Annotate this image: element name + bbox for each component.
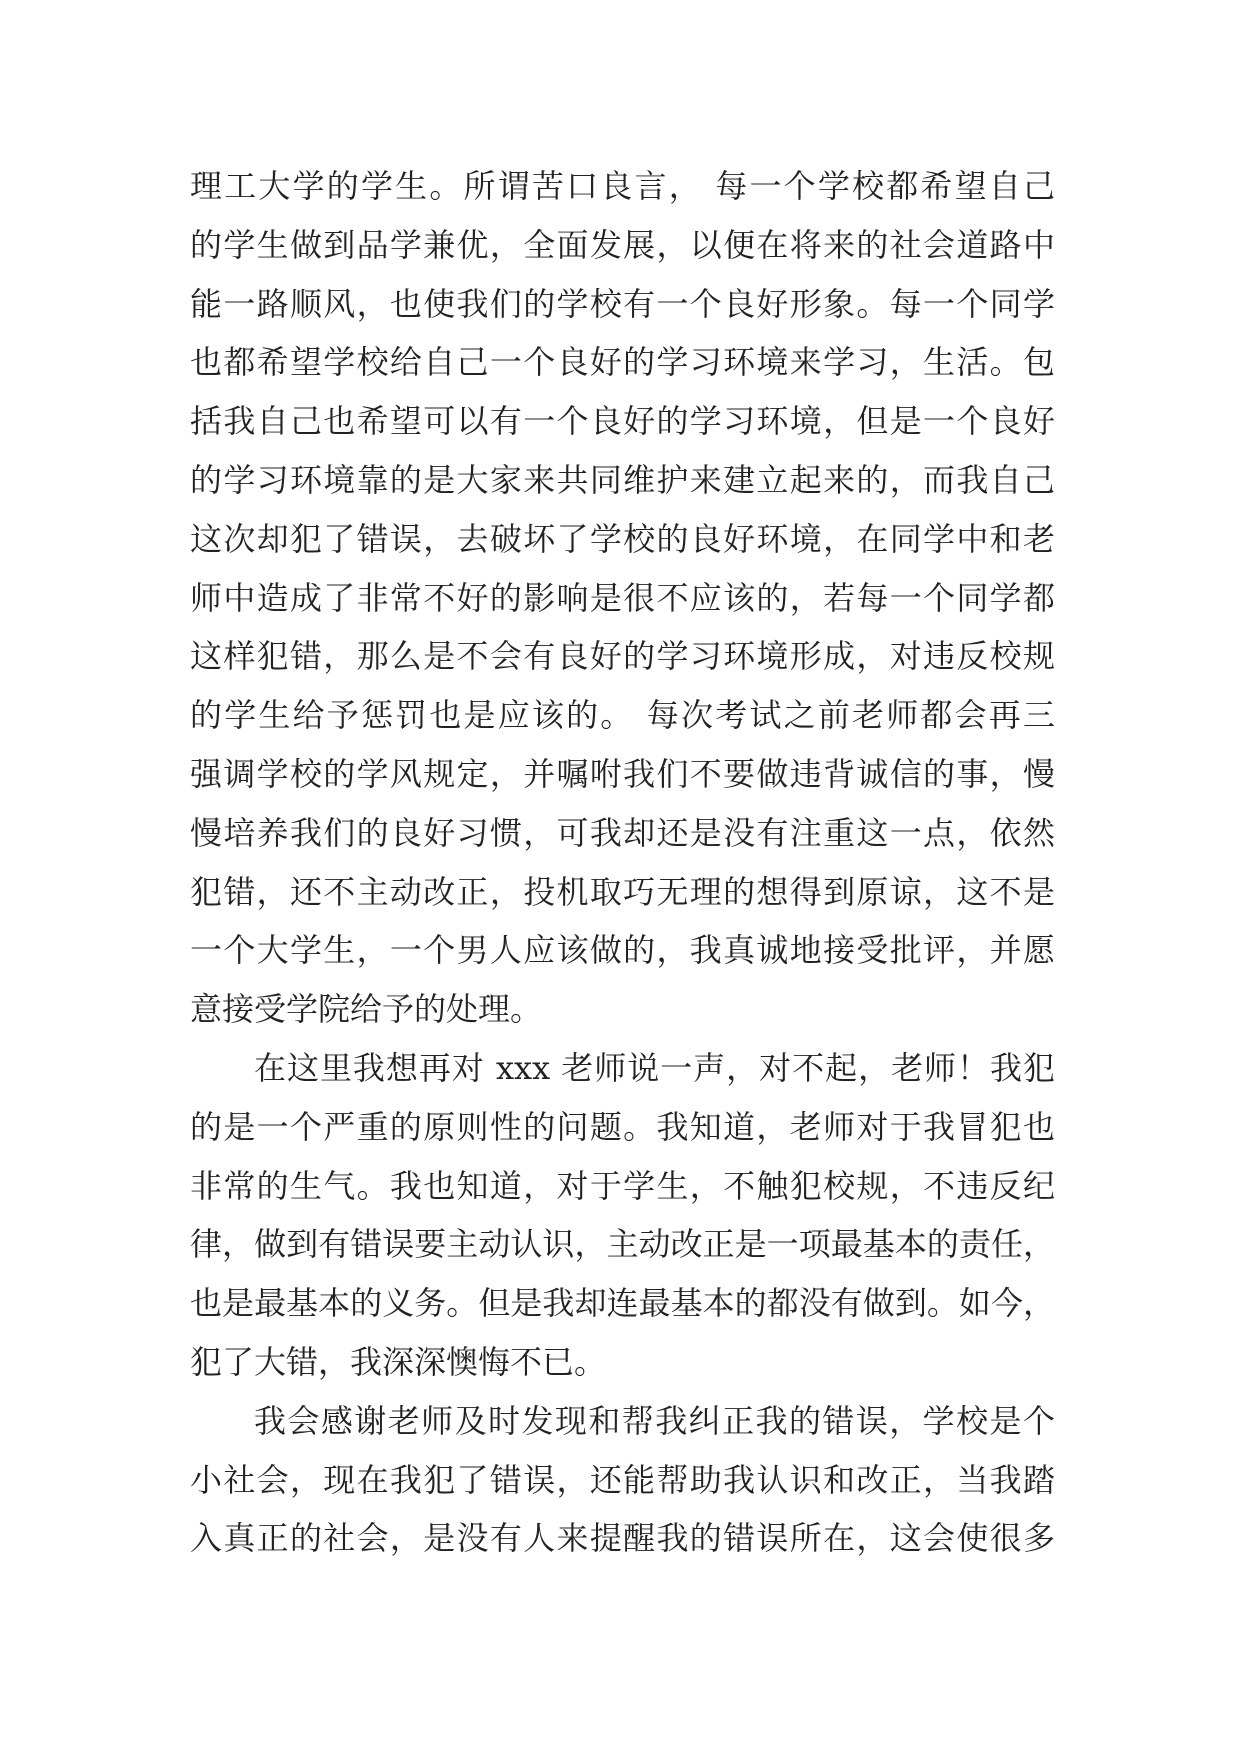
text-line: 非常的生气。我也知道，对于学生，不触犯校规，不违反纪 — [190, 1166, 1055, 1205]
text-line: 师中造成了非常不好的影响是很不应该的，若每一个同学都 — [190, 578, 1055, 617]
text-line: 强调学校的学风规定，并嘱咐我们不要做违背诚信的事，慢 — [190, 754, 1055, 793]
text-line: 的学生给予惩罚也是应该的。 每次考试之前老师都会再三 — [190, 696, 1055, 735]
text-line: 律，做到有错误要主动认识，主动改正是一项最基本的责任， — [190, 1225, 1055, 1264]
text-line: 犯了大错，我深深懊悔不已。 — [190, 1342, 607, 1381]
text-line: 也是最基本的义务。但是我却连最基本的都没有做到。如今， — [190, 1284, 1055, 1323]
text-line: 的学习环境靠的是大家来共同维护来建立起来的，而我自己 — [190, 460, 1055, 499]
text-line: 这次却犯了错误，去破坏了学校的良好环境，在同学中和老 — [190, 519, 1055, 558]
text-line: 犯错，还不主动改正，投机取巧无理的想得到原谅，这不是 — [190, 872, 1055, 911]
paragraph-2 — [190, 1039, 1055, 1392]
text-line: 在这里我想再对 xxx 老师说一声，对不起，老师！我犯 — [254, 1048, 1055, 1087]
text-line: 我会感谢老师及时发现和帮我纠正我的错误，学校是个 — [254, 1401, 1055, 1440]
text-line: 这样犯错，那么是不会有良好的学习环境形成，对违反校规 — [190, 637, 1055, 676]
text-line: 小社会，现在我犯了错误，还能帮助我认识和改正，当我踏 — [190, 1460, 1055, 1499]
text-line: 的学生做到品学兼优，全面发展，以便在将来的社会道路中 — [190, 225, 1055, 264]
text-line: 理工大学的学生。所谓苦口良言， 每一个学校都希望自己 — [190, 167, 1055, 205]
text-line: 一个大学生，一个男人应该做的，我真诚地接受批评，并愿 — [190, 931, 1055, 970]
text-line: 入真正的社会，是没有人来提醒我的错误所在，这会使很多 — [190, 1519, 1055, 1558]
text-line: 括我自己也希望可以有一个良好的学习环境，但是一个良好 — [190, 402, 1055, 441]
text-line: 意接受学院给予的处理。 — [190, 990, 543, 1029]
text-line: 慢培养我们的良好习惯，可我却还是没有注重这一点，依然 — [190, 813, 1055, 852]
paragraph-1 — [190, 157, 1055, 1039]
document-body — [190, 157, 1055, 1568]
text-line: 也都希望学校给自己一个良好的学习环境来学习，生活。包 — [190, 343, 1055, 382]
paragraph-3 — [190, 1392, 1055, 1568]
text-line: 能一路顺风，也使我们的学校有一个良好形象。每一个同学 — [190, 284, 1055, 323]
text-line: 的是一个严重的原则性的问题。我知道，老师对于我冒犯也 — [190, 1107, 1055, 1146]
